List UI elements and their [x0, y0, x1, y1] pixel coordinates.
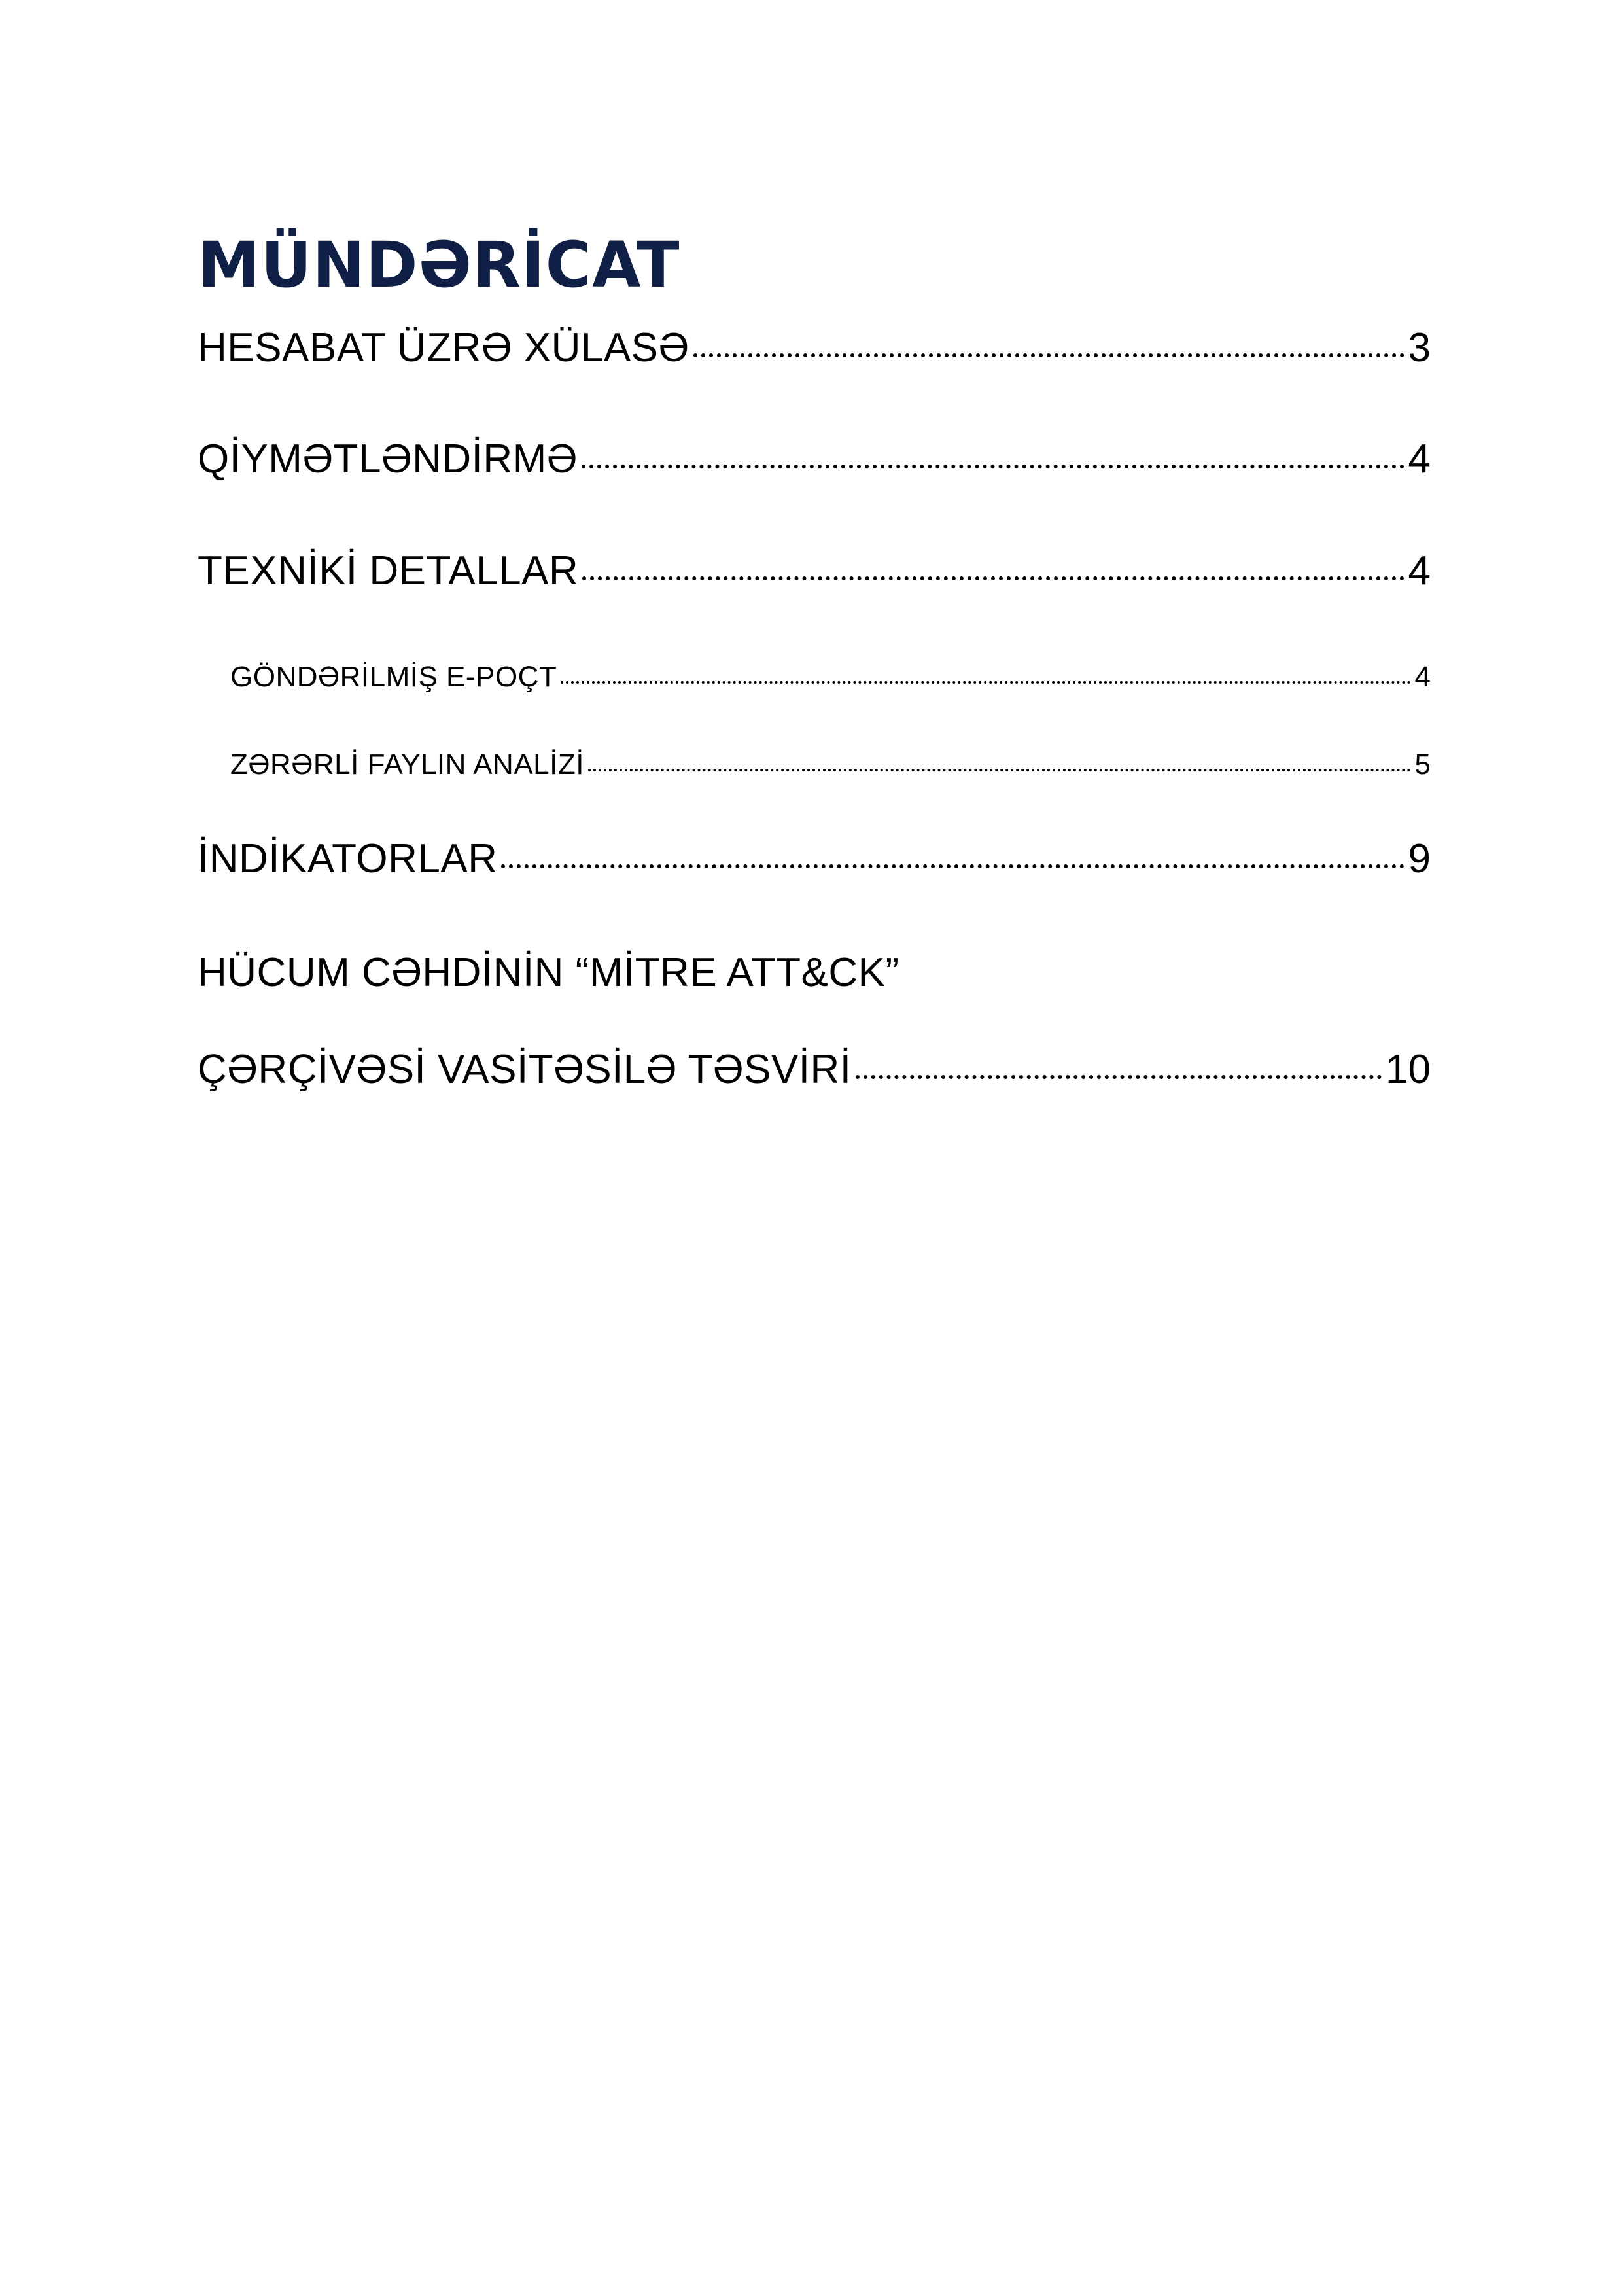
toc-title: MÜNDƏRİCAT	[198, 228, 680, 302]
toc-entry-label: ZƏRƏRLİ FAYLIN ANALİZİ	[230, 749, 584, 781]
toc-leader-dots	[501, 864, 1404, 868]
toc-entry-label: ÇƏRÇİVƏSİ VASİTƏSİLƏ TƏSVİRİ	[198, 1047, 852, 1092]
toc-entry-label: İNDİKATORLAR	[198, 836, 498, 881]
toc-leader-dots	[582, 465, 1405, 468]
toc-page-number: 3	[1408, 325, 1431, 370]
toc-leader-dots	[582, 576, 1404, 580]
toc-subentry-malicious-file-analysis[interactable]	[230, 745, 1431, 785]
toc-entry-label: TEXNİKİ DETALLAR	[198, 548, 579, 593]
toc-leader-dots	[693, 353, 1405, 357]
toc-leader-dots	[561, 681, 1410, 684]
toc-entry-mitre-line1[interactable]: HÜCUM CƏHDİNİN “MİTRE ATT&CK”	[198, 950, 899, 995]
toc-leader-dots	[588, 769, 1411, 771]
toc-entry-indicators[interactable]	[198, 833, 1431, 885]
toc-entry-label: QİYMƏTLƏNDİRMƏ	[198, 436, 578, 482]
toc-entry-assessment[interactable]	[198, 433, 1431, 486]
toc-page-number: 4	[1408, 548, 1431, 593]
toc-entry-summary[interactable]	[198, 322, 1431, 374]
toc-subentry-sent-email[interactable]	[230, 658, 1431, 697]
toc-entry-mitre-line2[interactable]	[198, 1044, 1431, 1096]
toc-page-number: 9	[1408, 836, 1431, 881]
toc-leader-dots	[856, 1075, 1382, 1079]
toc-page-number: 5	[1414, 749, 1431, 781]
toc-entry-label: GÖNDƏRİLMİŞ E-POÇT	[230, 661, 557, 693]
toc-page-number: 4	[1414, 661, 1431, 693]
toc-entry-label: HESABAT ÜZRƏ XÜLASƏ	[198, 325, 689, 370]
toc-entry-technical-details[interactable]	[198, 545, 1431, 597]
toc-page-number: 10	[1386, 1047, 1431, 1092]
toc-page-number: 4	[1408, 436, 1431, 482]
